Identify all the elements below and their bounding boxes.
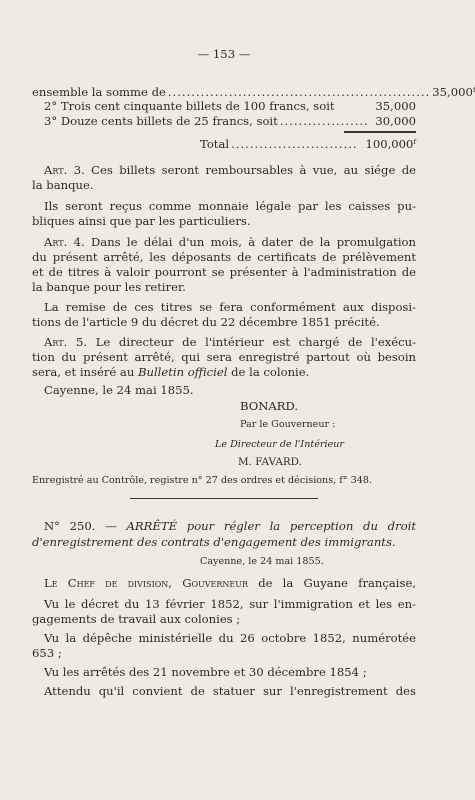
art4-line4: la banque pour les retirer. <box>32 280 186 294</box>
vu2-line1: Vu la dépêche ministérielle du 26 octobre 1852, numérotée <box>44 631 416 645</box>
registration-note: Enregistré au Contrôle, registre n° 27 des ordres et décisions, f° 348. <box>32 475 373 486</box>
art5-line1 <box>44 335 416 349</box>
decree-heading-line2: d'enregistrement des contrats d'engagement des immigrants. <box>32 535 396 549</box>
leader-dots: ........................................................ <box>167 85 431 99</box>
art3-line1 <box>44 163 416 177</box>
text-end: de la colonie. <box>231 365 310 379</box>
decree-title: ARRÊTÉ pour régler la perception du droit <box>126 519 416 533</box>
para2-line1: Ils seront reçus comme monnaie légale par les caisses pu- <box>44 199 416 213</box>
art5-line2: tion du présent arrêté, qui sera enregistré partout où besoin <box>32 350 416 364</box>
vu2-line2: 653 ; <box>32 646 62 660</box>
sum-rule <box>344 131 416 133</box>
decree-heading-line1 <box>44 519 416 533</box>
page-number: — 153 — <box>197 47 251 61</box>
signature-favard: M. FAVARD. <box>238 456 302 468</box>
bulletin-title: Bulletin officiel <box>137 365 228 379</box>
text-start: sera, et inséré au <box>32 365 135 379</box>
par-le-gouverneur: Par le Gouverneur : <box>240 419 336 430</box>
row-label: 3° Douze cents billets de 25 francs, soit <box>44 114 278 128</box>
art3-line2: la banque. <box>32 178 94 192</box>
art-text: 4. Dans le délai d'un mois, à dater de la promulgation <box>73 235 416 249</box>
row-label: Total <box>200 137 230 151</box>
leader-dots: ................... <box>279 114 369 128</box>
art-label: Art. <box>44 235 68 249</box>
attendu: Attendu qu'il convient de statuer sur l'enregistrement des <box>44 684 416 698</box>
row-value: 35,000 <box>375 99 416 113</box>
vu1-line2: gagements de travail aux colonies ; <box>32 612 241 626</box>
vu3: Vu les arrêtés des 21 novembre et 30 décembre 1854 ; <box>44 665 367 679</box>
art-text: 3. Ces billets seront remboursables à vue, au siége de <box>73 163 417 177</box>
art4-line1 <box>44 235 416 249</box>
art-label: Art. <box>44 335 68 349</box>
directeur-title: Le Directeur de l'Intérieur <box>215 439 345 450</box>
preamble-gouverneur: Gouverneur <box>182 576 248 590</box>
table-row-total <box>200 137 416 151</box>
art-text: 5. Le directeur de l'intérieur est chargé de l'exécu- <box>75 335 417 349</box>
decree-preamble <box>44 576 416 590</box>
place-date: Cayenne, le 24 mai 1855. <box>44 383 194 397</box>
art5-line3 <box>32 365 416 379</box>
row-label: 2° Trois cent cinquante billets de 100 francs, soit <box>44 99 335 113</box>
art-label: Art. <box>44 163 68 177</box>
preamble-chef: Le Chef de division, <box>44 576 172 590</box>
decree-number: N° 250. — <box>44 519 117 533</box>
separator-rule <box>130 498 318 499</box>
art4-line2: du présent arrêté, les déposants de certificats de prélèvement <box>32 250 416 264</box>
para4-line2: tions de l'article 9 du décret du 22 décembre 1851 précité. <box>32 315 380 329</box>
signature-bonard: BONARD. <box>240 399 299 413</box>
row-value: 100,000ᶠ <box>365 137 416 151</box>
row-label: ensemble la somme de <box>32 85 166 99</box>
para4-line1: La remise de ces titres se fera conformément aux disposi- <box>44 300 416 314</box>
row-value: 35,000ᶠ <box>432 85 475 99</box>
row-value: 30,000 <box>375 114 416 128</box>
table-row-3 <box>44 114 416 128</box>
decree-date: Cayenne, le 24 mai 1855. <box>200 556 324 567</box>
vu1-line1: Vu le décret du 13 février 1852, sur l'immigration et les en- <box>44 597 416 611</box>
para2-line2: bliques ainsi que par les particuliers. <box>32 214 251 228</box>
preamble-guyane: de la Guyane française, <box>258 576 416 590</box>
art4-line3: et de titres à valoir pourront se présenter à l'administration de <box>32 265 416 279</box>
leader-dots: ........................... <box>231 137 358 151</box>
table-row-ensemble <box>32 85 475 99</box>
table-row-2 <box>44 99 416 113</box>
